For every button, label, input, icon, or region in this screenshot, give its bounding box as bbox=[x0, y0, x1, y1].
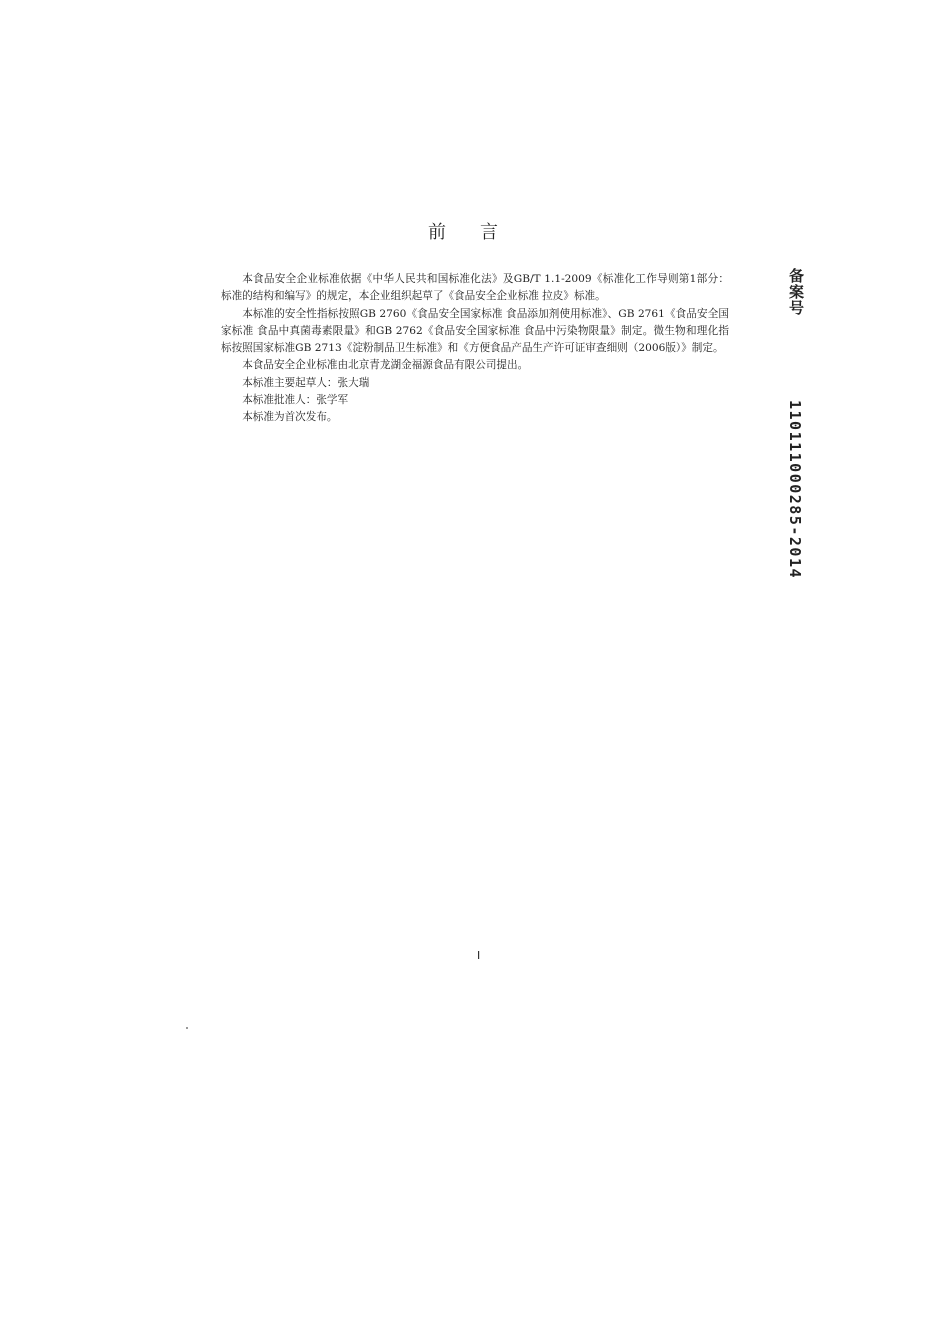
foreword-body bbox=[221, 271, 729, 427]
paragraph: 本标准为首次发布。 bbox=[242, 411, 338, 424]
paragraph: 本标准主要起草人：张大瑞 bbox=[242, 376, 370, 389]
page-title: 前言 bbox=[428, 222, 532, 243]
registration-number: 110111000285-2014 bbox=[786, 400, 804, 580]
paragraph: 本标准的安全性指标按照GB 2760《食品安全国家标准 食品添加剂使用标准》、GB 2761《食品安全国家标准 食品中真菌毒素限量》和GB 2762《食品安全国家标准 食品中污染物限量》制定。微生物和理化指标按照国家标准GB 2713《淀粉制品卫生标准》和《方便食品产品生产许可证审查细则（2006版）》制定。 bbox=[221, 307, 729, 355]
side-stamp-label: 备案号 bbox=[787, 268, 805, 316]
paragraph: 本标准批准人：张学军 bbox=[242, 394, 349, 407]
paragraph: 本食品安全企业标准由北京青龙湖金福源食品有限公司提出。 bbox=[242, 359, 529, 372]
scan-speck bbox=[186, 1027, 188, 1029]
page-number: I bbox=[477, 949, 481, 962]
paragraph: 本食品安全企业标准依据《中华人民共和国标准化法》及GB/T 1.1-2009《标准化工作导则第1部分：标准的结构和编写》的规定，本企业组织起草了《食品安全企业标准 拉皮》标准。 bbox=[221, 273, 729, 303]
